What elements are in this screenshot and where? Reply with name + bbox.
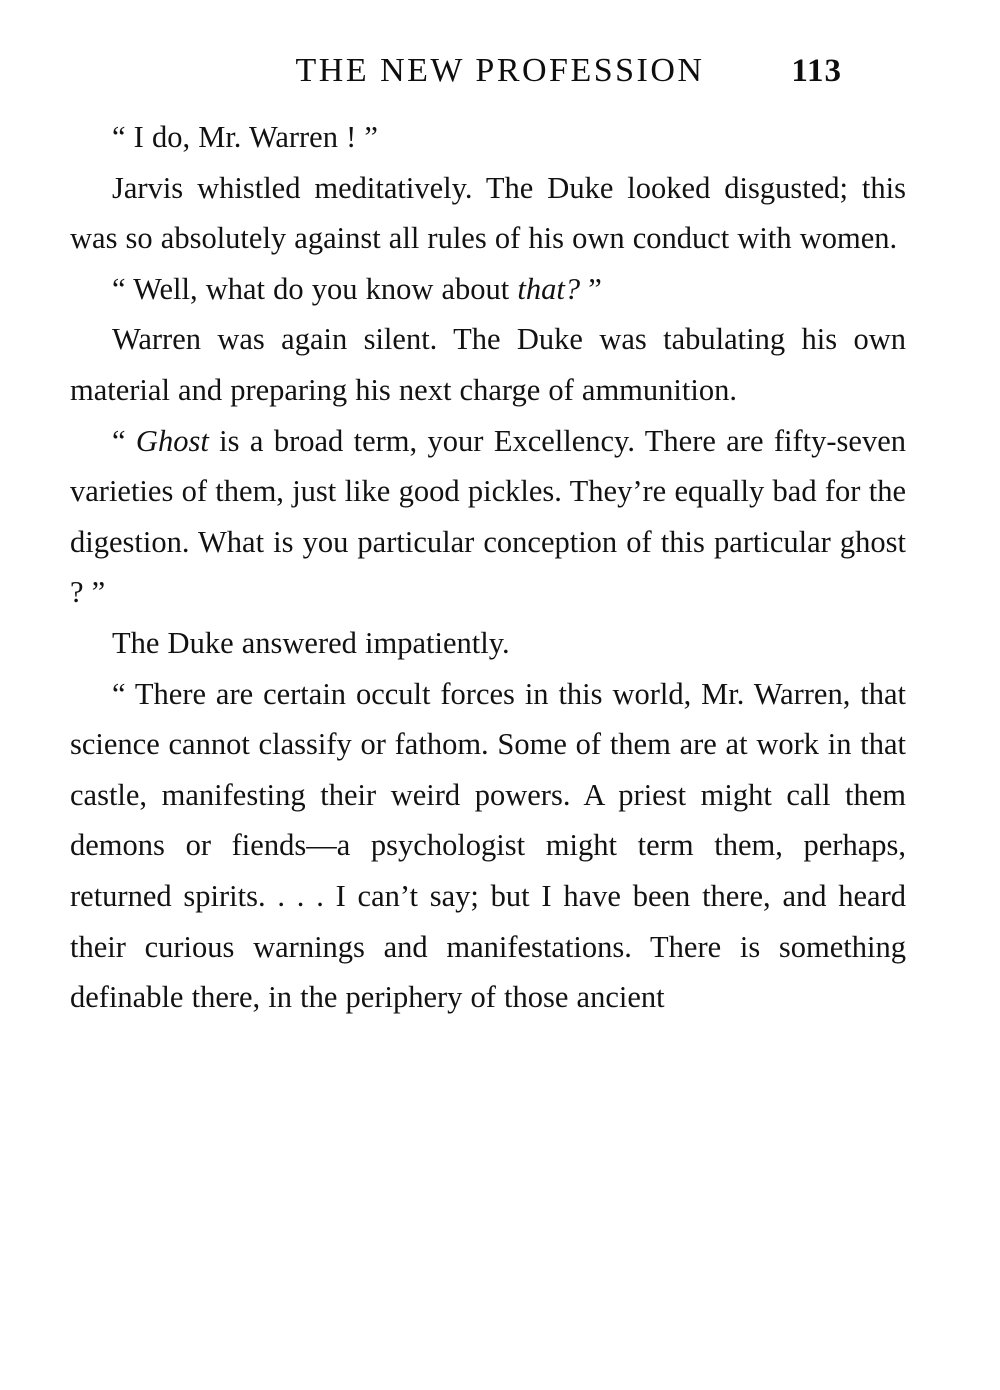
paragraph: “ There are certain occult forces in this world, Mr. Warren, that science cannot classify or fathom. Some of them are at work in that castle, manifesting their weird powers. A priest might call them demons or fiends—a psychologist might term them, perhaps, returned spirits. . . . I can’t say; but I have been there, and heard their curious warnings and manifestations. There is something definable there, in the periphery of those ancient	[70, 676, 906, 1015]
page-number: 113	[791, 53, 842, 89]
paragraph: “ I do, Mr. Warren ! ”	[112, 120, 378, 154]
italic-word: Ghost	[135, 423, 209, 458]
paragraph: “ Ghost is a broad term, your Excellency. There are fifty-seven varieties of them, just like good pickles. They’re equally bad for the digestion. What is you particular conception of this particular ghost ? ”	[70, 423, 906, 610]
paragraph: “ Well, what do you know about that? ”	[112, 271, 602, 306]
page-body	[70, 112, 930, 1023]
running-head	[70, 52, 930, 90]
paragraph: Jarvis whistled meditatively. The Duke looked disgusted; this was so absolutely against all rules of his own conduct with women.	[70, 170, 906, 256]
italic-word: that?	[517, 271, 581, 306]
page-title: THE NEW PROFESSION	[295, 52, 705, 89]
paragraph: Warren was again silent. The Duke was tabulating his own material and preparing his next charge of ammunition.	[70, 322, 906, 407]
paragraph: The Duke answered impatiently.	[112, 625, 510, 660]
